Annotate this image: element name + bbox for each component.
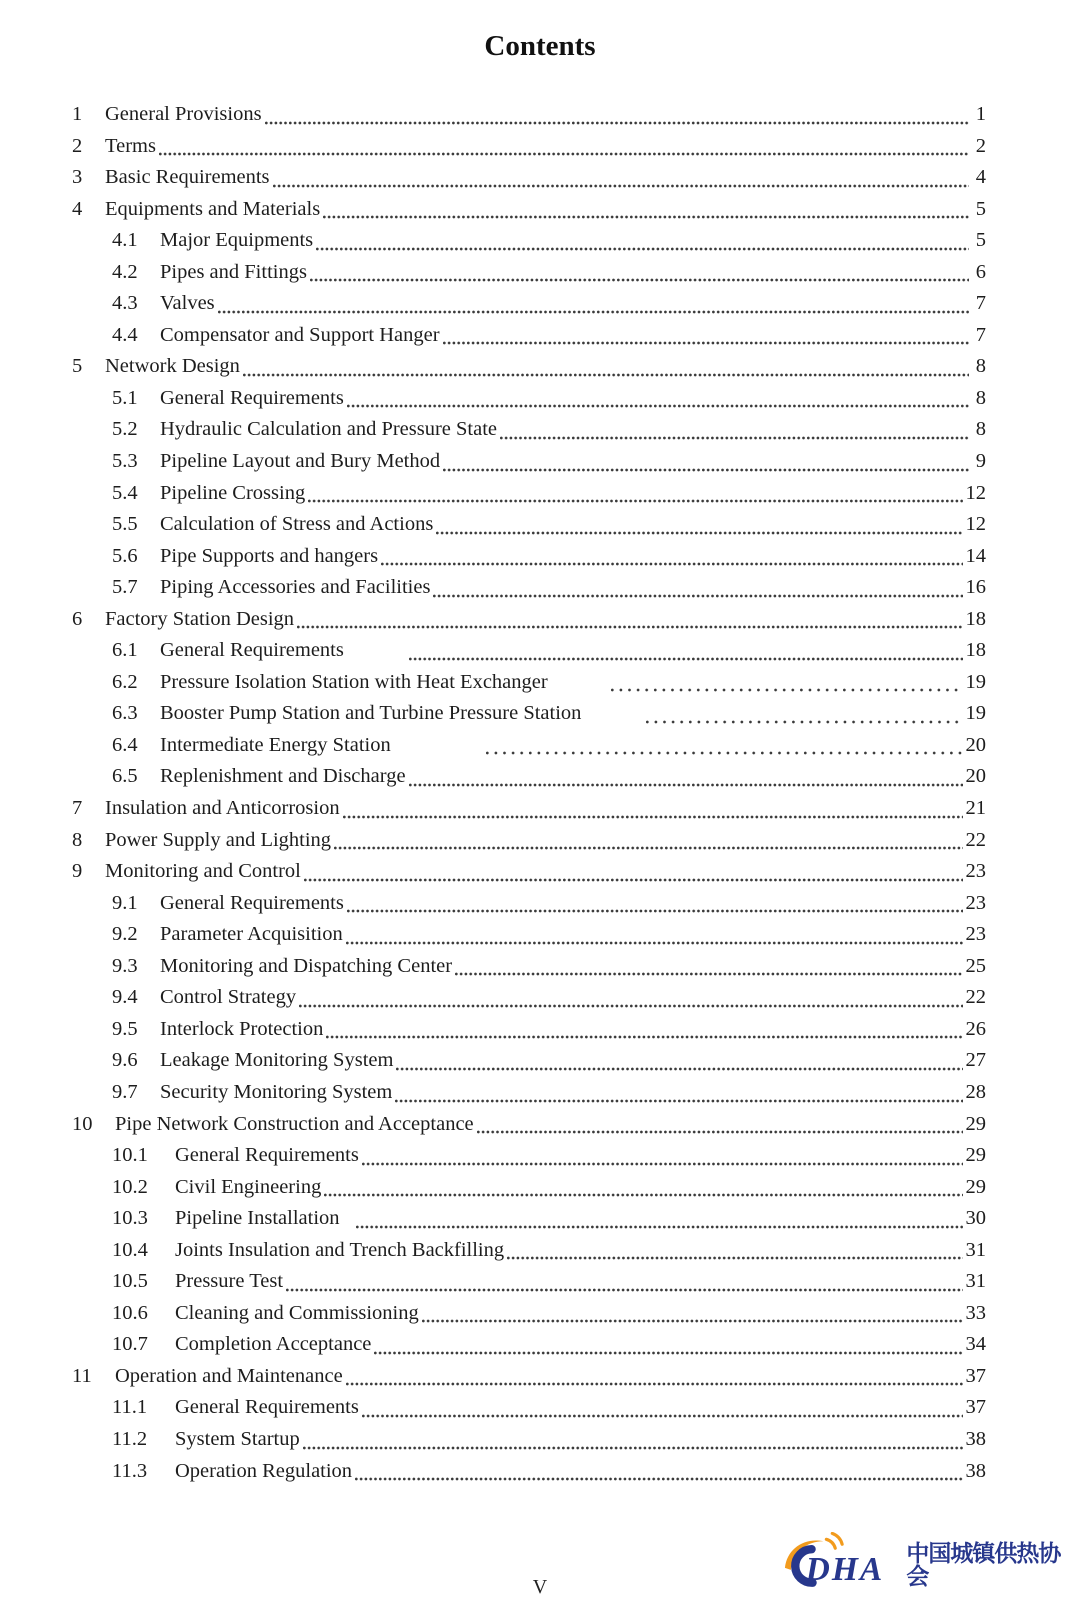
toc-entry[interactable] xyxy=(72,1077,986,1109)
dot-leader xyxy=(507,1256,962,1260)
toc-entry-title: Network Design xyxy=(105,355,240,378)
dot-leader xyxy=(347,909,963,913)
toc-entry[interactable] xyxy=(72,1266,986,1298)
toc-entry-number: 1 xyxy=(72,103,83,125)
toc-entry[interactable] xyxy=(72,194,986,226)
toc-entry[interactable] xyxy=(72,1456,986,1488)
dot-leader xyxy=(409,657,963,661)
dot-leader xyxy=(455,972,962,976)
toc-entry-title: General Requirements xyxy=(175,1396,359,1419)
dot-leader xyxy=(356,1225,963,1229)
toc-entry-title: Replenishment and Discharge xyxy=(160,765,406,788)
dot-leader xyxy=(346,1382,963,1386)
toc-entry-title: Pipes and Fittings xyxy=(160,260,307,283)
toc-entry-title: Terms xyxy=(105,134,156,157)
toc-entry-page-number: 18 xyxy=(965,639,986,662)
toc-entry-title: System Startup xyxy=(175,1427,300,1450)
toc-entry-page-number: 5 xyxy=(975,197,986,220)
toc-entry-number: 10.1 xyxy=(112,1144,148,1167)
toc-entry-page-number: 18 xyxy=(965,607,986,630)
toc-entry-title: Pipeline Layout and Bury Method xyxy=(160,450,441,473)
leader-gap xyxy=(340,1223,353,1224)
toc-entry-page-number: 7 xyxy=(975,323,986,346)
dot-leader xyxy=(316,247,969,251)
toc-entry[interactable] xyxy=(72,982,986,1014)
toc-entry-page-number: 23 xyxy=(965,923,986,946)
leader-gap xyxy=(548,687,608,688)
toc-entry-number: 11.3 xyxy=(112,1459,148,1482)
toc-entry-number: 10.2 xyxy=(112,1175,148,1198)
toc-entry[interactable] xyxy=(72,604,986,636)
toc-entry-title: Interlock Protection xyxy=(160,1017,324,1040)
dot-leader xyxy=(646,720,962,724)
toc-entry-number: 6.2 xyxy=(112,670,138,693)
toc-entry-page-number: 5 xyxy=(975,229,986,252)
dot-leader xyxy=(218,310,969,314)
toc-entry-page-number: 26 xyxy=(965,1017,986,1040)
toc-entry-title: Factory Station Design xyxy=(105,607,295,630)
toc-entry-page-number: 9 xyxy=(975,450,986,473)
toc-entry-page-number: 19 xyxy=(965,670,986,693)
toc-entry-number: 9.6 xyxy=(112,1049,138,1072)
toc-entry-page-number: 19 xyxy=(965,702,986,725)
toc-entry-title: General Provisions xyxy=(105,103,262,125)
toc-entry-number: 6.3 xyxy=(112,702,138,725)
toc-entry-number: 4 xyxy=(72,197,83,220)
toc-entry-number: 4.3 xyxy=(112,292,138,315)
toc-entry-page-number: 8 xyxy=(975,355,986,378)
toc-entry[interactable] xyxy=(72,162,986,194)
dot-leader xyxy=(303,1446,963,1450)
toc-entry-page-number: 27 xyxy=(965,1049,986,1072)
toc-entry-number: 8 xyxy=(72,828,83,851)
toc-entry[interactable] xyxy=(72,257,986,289)
toc-entry[interactable] xyxy=(72,1424,986,1456)
toc-entry-page-number: 20 xyxy=(965,733,986,756)
toc-entry-title: Leakage Monitoring System xyxy=(160,1049,394,1072)
toc-entry[interactable] xyxy=(72,1109,986,1141)
toc-entry-number: 4.4 xyxy=(112,323,138,346)
dot-leader xyxy=(374,1351,962,1355)
toc-entry-page-number: 12 xyxy=(965,481,986,504)
toc-entry-title: Operation and Maintenance xyxy=(115,1364,343,1387)
table-of-contents xyxy=(72,99,986,1487)
footer-page-number: V xyxy=(532,1576,548,1598)
toc-entry-title: General Requirements xyxy=(175,1144,359,1167)
dot-leader xyxy=(355,1477,962,1481)
toc-entry-title: General Requirements xyxy=(160,891,344,914)
toc-entry-page-number: 23 xyxy=(965,860,986,883)
toc-entry[interactable] xyxy=(72,635,986,667)
toc-entry[interactable] xyxy=(72,667,986,699)
toc-entry-title: Pressure Test xyxy=(175,1270,284,1293)
toc-entry-page-number: 12 xyxy=(965,513,986,536)
toc-entry-number: 6.1 xyxy=(112,639,138,662)
toc-entry-title: Civil Engineering xyxy=(175,1175,322,1198)
toc-entry[interactable] xyxy=(72,320,986,352)
cdha-logo-chinese-name: 中国城镇供热协会 xyxy=(906,1541,1061,1590)
toc-entry-title: Operation Regulation xyxy=(175,1459,353,1482)
dot-leader xyxy=(436,531,962,535)
toc-entry-number: 9 xyxy=(72,860,83,883)
toc-entry-title: Monitoring and Dispatching Center xyxy=(160,954,453,977)
toc-entry-title: Control Strategy xyxy=(160,986,297,1009)
toc-entry-title: Calculation of Stress and Actions xyxy=(160,513,434,536)
toc-entry-title: Valves xyxy=(160,292,215,315)
toc-entry-title: Pipeline Crossing xyxy=(160,481,306,504)
toc-entry-number: 10 xyxy=(72,1112,93,1135)
toc-entry-number: 9.1 xyxy=(112,891,138,914)
toc-entry-page-number: 37 xyxy=(965,1364,986,1387)
toc-entry-page-number: 38 xyxy=(965,1459,986,1482)
toc-entry-title: Completion Acceptance xyxy=(175,1333,372,1356)
toc-entry-page-number: 31 xyxy=(965,1270,986,1293)
dot-leader xyxy=(326,1035,962,1039)
toc-entry[interactable] xyxy=(72,761,986,793)
toc-entry[interactable] xyxy=(72,1235,986,1267)
dot-leader xyxy=(381,562,962,566)
toc-entry[interactable] xyxy=(72,1329,986,1361)
toc-entry-number: 10.3 xyxy=(112,1207,148,1230)
toc-entry-number: 10.7 xyxy=(112,1333,148,1356)
toc-entry-title: Pipe Network Construction and Acceptance xyxy=(115,1112,474,1135)
toc-entry[interactable] xyxy=(72,919,986,951)
toc-entry[interactable] xyxy=(72,509,986,541)
toc-entry-page-number: 14 xyxy=(965,544,986,567)
dot-leader xyxy=(308,499,962,503)
toc-entry-page-number: 38 xyxy=(965,1427,986,1450)
toc-entry-title: Insulation and Anticorrosion xyxy=(105,797,340,820)
toc-entry[interactable] xyxy=(72,730,986,762)
toc-entry[interactable] xyxy=(72,225,986,257)
toc-entry-title: Intermediate Energy Station xyxy=(160,733,391,756)
toc-entry-page-number: 8 xyxy=(975,418,986,441)
toc-entry-title: Major Equipments xyxy=(160,229,314,252)
toc-entry-title: Basic Requirements xyxy=(105,166,270,189)
toc-entry[interactable] xyxy=(72,351,986,383)
dot-leader xyxy=(346,941,963,945)
dot-leader xyxy=(422,1319,963,1323)
dot-leader xyxy=(443,468,969,472)
toc-entry[interactable] xyxy=(72,383,986,415)
toc-entry-page-number: 6 xyxy=(975,260,986,283)
toc-entry-number: 11 xyxy=(72,1364,92,1387)
toc-entry-page-number: 31 xyxy=(965,1238,986,1261)
toc-entry-page-number: 16 xyxy=(965,576,986,599)
toc-entry-number: 9.7 xyxy=(112,1080,138,1103)
toc-entry[interactable] xyxy=(72,541,986,573)
toc-entry[interactable] xyxy=(72,1140,986,1172)
toc-entry-number: 11.2 xyxy=(112,1427,148,1450)
toc-entry-title: Equipments and Materials xyxy=(105,197,321,220)
toc-entry-page-number: 30 xyxy=(965,1207,986,1230)
svg-text:DHA: DHA xyxy=(805,1550,885,1588)
dot-leader xyxy=(347,404,969,408)
toc-entry[interactable] xyxy=(72,131,986,163)
dot-leader xyxy=(273,184,969,188)
toc-entry-title: General Requirements xyxy=(160,386,344,409)
toc-entry[interactable] xyxy=(72,888,986,920)
toc-entry-page-number: 1 xyxy=(975,103,986,125)
toc-entry-page-number: 20 xyxy=(965,765,986,788)
toc-entry-page-number: 28 xyxy=(965,1080,986,1103)
dot-leader xyxy=(486,751,963,755)
toc-entry-page-number: 33 xyxy=(965,1301,986,1324)
leader-gap xyxy=(344,655,406,656)
dot-leader xyxy=(334,846,962,850)
toc-entry-number: 9.4 xyxy=(112,986,138,1009)
dot-leader xyxy=(159,152,969,156)
toc-entry-page-number: 25 xyxy=(965,954,986,977)
dot-leader xyxy=(343,815,963,819)
dot-leader xyxy=(324,1193,962,1197)
dot-leader xyxy=(265,121,969,125)
toc-entry-title: Joints Insulation and Trench Backfilling xyxy=(175,1238,505,1261)
dot-leader xyxy=(310,278,969,282)
dot-leader xyxy=(299,1004,962,1008)
toc-entry-page-number: 22 xyxy=(965,828,986,851)
toc-entry-page-number: 22 xyxy=(965,986,986,1009)
toc-entry-number: 9.3 xyxy=(112,954,138,977)
dot-leader xyxy=(611,688,963,692)
dot-leader xyxy=(323,215,969,219)
toc-entry-number: 5.6 xyxy=(112,544,138,567)
toc-entry[interactable] xyxy=(72,1014,986,1046)
dot-leader xyxy=(433,594,962,598)
toc-entry[interactable] xyxy=(72,1172,986,1204)
toc-entry[interactable] xyxy=(72,99,986,131)
toc-entry-number: 5.4 xyxy=(112,481,138,504)
toc-entry-page-number: 21 xyxy=(965,797,986,820)
dot-leader xyxy=(362,1414,963,1418)
toc-entry[interactable] xyxy=(72,572,986,604)
toc-entry-number: 5.2 xyxy=(112,418,138,441)
toc-entry-title: Compensator and Support Hanger xyxy=(160,323,440,346)
toc-entry[interactable] xyxy=(72,478,986,510)
dot-leader xyxy=(243,373,969,377)
toc-entry-number: 9.2 xyxy=(112,923,138,946)
dot-leader xyxy=(443,341,969,345)
toc-entry[interactable] xyxy=(72,1203,986,1235)
toc-entry-title: General Requirements xyxy=(160,639,344,662)
toc-entry-number: 4.1 xyxy=(112,229,138,252)
toc-entry-page-number: 23 xyxy=(965,891,986,914)
dot-leader xyxy=(362,1162,963,1166)
toc-entry-number: 2 xyxy=(72,134,83,157)
toc-entry[interactable] xyxy=(72,446,986,478)
toc-entry-number: 6 xyxy=(72,607,83,630)
toc-entry-number: 10.4 xyxy=(112,1238,148,1261)
toc-entry-number: 11.1 xyxy=(112,1396,148,1419)
dot-leader xyxy=(304,878,963,882)
toc-entry-number: 5 xyxy=(72,355,83,378)
dot-leader xyxy=(396,1067,962,1071)
toc-entry[interactable] xyxy=(72,793,986,825)
toc-entry-page-number: 29 xyxy=(965,1112,986,1135)
toc-entry-title: Pressure Isolation Station with Heat Exchanger xyxy=(160,670,548,693)
toc-entry-number: 5.1 xyxy=(112,386,138,409)
toc-entry-page-number: 8 xyxy=(975,386,986,409)
toc-entry-number: 6.4 xyxy=(112,733,138,756)
toc-entry-page-number: 4 xyxy=(975,166,986,189)
toc-entry-page-number: 37 xyxy=(965,1396,986,1419)
dot-leader xyxy=(297,625,962,629)
dot-leader xyxy=(395,1099,962,1103)
toc-entry-number: 4.2 xyxy=(112,260,138,283)
page-title: Contents xyxy=(484,30,596,62)
toc-entry[interactable] xyxy=(72,825,986,857)
toc-entry-number: 5.3 xyxy=(112,450,138,473)
toc-entry[interactable] xyxy=(72,414,986,446)
toc-entry[interactable] xyxy=(72,951,986,983)
toc-entry-number: 10.6 xyxy=(112,1301,148,1324)
toc-entry-title: Parameter Acquisition xyxy=(160,923,343,946)
toc-entry-page-number: 7 xyxy=(975,292,986,315)
toc-entry-title: Cleaning and Commissioning xyxy=(175,1301,419,1324)
dot-leader xyxy=(286,1288,962,1292)
toc-entry[interactable] xyxy=(72,698,986,730)
toc-entry-page-number: 29 xyxy=(965,1144,986,1167)
toc-entry-title: Power Supply and Lighting xyxy=(105,828,332,851)
toc-entry-number: 7 xyxy=(72,797,83,820)
toc-entry-number: 5.7 xyxy=(112,576,138,599)
toc-entry[interactable] xyxy=(72,1045,986,1077)
toc-entry-title: Hydraulic Calculation and Pressure State xyxy=(160,418,498,441)
toc-entry[interactable] xyxy=(72,1298,986,1330)
dot-leader xyxy=(500,436,969,440)
toc-entry[interactable] xyxy=(72,1361,986,1393)
toc-entry-title: Pipe Supports and hangers xyxy=(160,544,379,567)
leader-gap xyxy=(581,718,643,719)
toc-entry-number: 6.5 xyxy=(112,765,138,788)
toc-entry-page-number: 2 xyxy=(975,134,986,157)
toc-entry-title: Piping Accessories and Facilities xyxy=(160,576,431,599)
toc-entry-title: Security Monitoring System xyxy=(160,1080,393,1103)
toc-entry-number: 3 xyxy=(72,166,83,189)
toc-entry-title: Pipeline Installation xyxy=(175,1207,340,1230)
dot-leader xyxy=(477,1130,963,1134)
toc-entry-number: 5.5 xyxy=(112,513,138,536)
toc-entry-page-number: 34 xyxy=(965,1333,986,1356)
toc-entry-page-number: 29 xyxy=(965,1175,986,1198)
toc-entry-title: Booster Pump Station and Turbine Pressure Station xyxy=(160,702,582,725)
dot-leader xyxy=(409,783,963,787)
toc-entry[interactable] xyxy=(72,1392,986,1424)
leader-gap xyxy=(391,750,483,751)
toc-entry[interactable] xyxy=(72,856,986,888)
toc-entry-title: Monitoring and Control xyxy=(105,860,301,883)
toc-entry-number: 10.5 xyxy=(112,1270,148,1293)
toc-entry-number: 9.5 xyxy=(112,1017,138,1040)
toc-entry[interactable] xyxy=(72,288,986,320)
